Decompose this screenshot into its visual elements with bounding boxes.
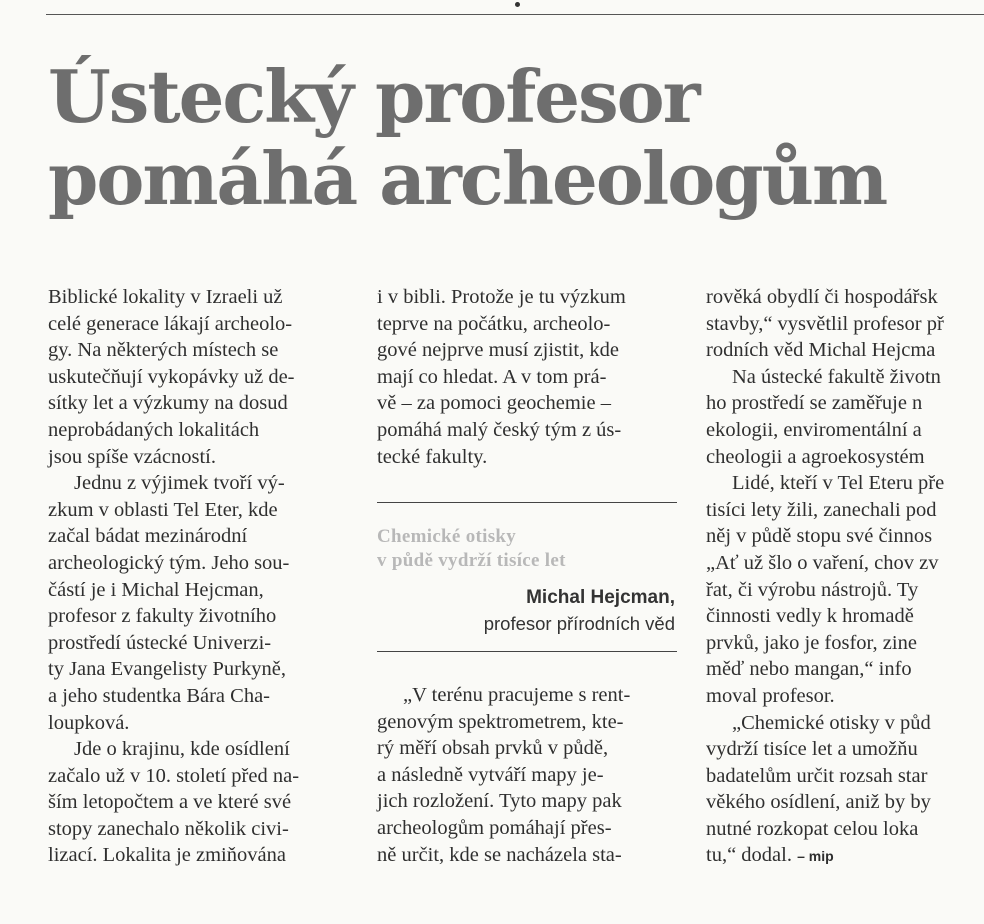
paragraph-9: „Chemické otisky v půd vydrží tisíce let a umožňu badatelům určit rozsah star věkého osídlení, aniž by by nutné rozkopat celou loka tu,“ dodal. – mip	[706, 711, 931, 867]
paragraph-3: Jde o krajinu, kde osídlení začalo už v 10. století před na- ším letopočtem a ve které své stopy zanechalo několik civi- lizací. Lokalita je zmiňována	[48, 738, 300, 867]
headline-line-1: Ústecký profesor	[48, 54, 699, 139]
paragraph-1: Biblické lokality v Izraeli už celé generace lákají archeolo- gy. Na některých místech se uskutečňují vykopávky už de- sítky let a výzkumy na dosud neprobádaných lokalitách jsou spíše vzácností.	[48, 286, 295, 468]
headline	[48, 56, 886, 220]
paragraph-2: Jednu z výjimek tvoří vý- zkum v oblasti Tel Eter, kde začal bádat mezinárodní archeologický tým. Jeho sou- částí je i Michal Hejcman, profesor z fakulty životního prostředí ústecké Univerzi- ty Jana Evangelisty Purkyně, a jeho studentka Bára Cha- loupková.	[48, 472, 290, 734]
decorative-dot	[515, 2, 520, 7]
pull-quote-role: profesor přírodních věd	[483, 613, 675, 634]
article-column-3	[706, 284, 984, 870]
article-column-2-bottom	[377, 682, 677, 868]
paragraph-5: „V terénu pracujeme s rent- genovým spektrometrem, kte- rý měří obsah prvků v půdě, a následně vytváří mapy je- jich rozložení. Tyto mapy pak archeologům pomáhají přes- ně určit, kde se nacházela sta-	[377, 684, 631, 866]
paragraph-8: Lidé, kteří v Tel Eteru pře tisíci lety žili, zanechali pod něj v půdě stopu své činnos „Ať už šlo o vaření, chov zv řat, či výrobu nástrojů. Ty činnosti vedly k hromadě prvků, jako je fosfor, zine měď nebo mangan,“ info moval profesor.	[706, 472, 945, 707]
paragraph-4: i v bibli. Protože je tu výzkum teprve na počátku, archeolo- gové nejprve musí zjistit, kde mají co hledat. A v tom prá- vě – za pomoci geochemie – pomáhá malý český tým z ús- tecké fakulty.	[377, 286, 626, 468]
headline-line-2: pomáhá archeologům	[48, 136, 887, 221]
pull-quote	[377, 502, 677, 652]
pull-quote-text: Chemické otisky v půdě vydrží tisíce let	[377, 526, 566, 571]
top-rule	[46, 14, 984, 15]
author-signature: – mip	[797, 848, 834, 865]
paragraph-6: rověká obydlí či hospodářsk stavby,“ vysvětlil profesor př rodních věd Michal Hejcma	[706, 286, 944, 362]
paragraph-7: Na ústecké fakultě životn ho prostředí se zaměřuje n ekologii, enviromentální a cheologii a agroekosystém	[706, 365, 941, 468]
article-column-2-top	[377, 284, 677, 470]
pull-quote-author: Michal Hejcman,	[526, 587, 675, 608]
article-column-1	[48, 284, 350, 869]
